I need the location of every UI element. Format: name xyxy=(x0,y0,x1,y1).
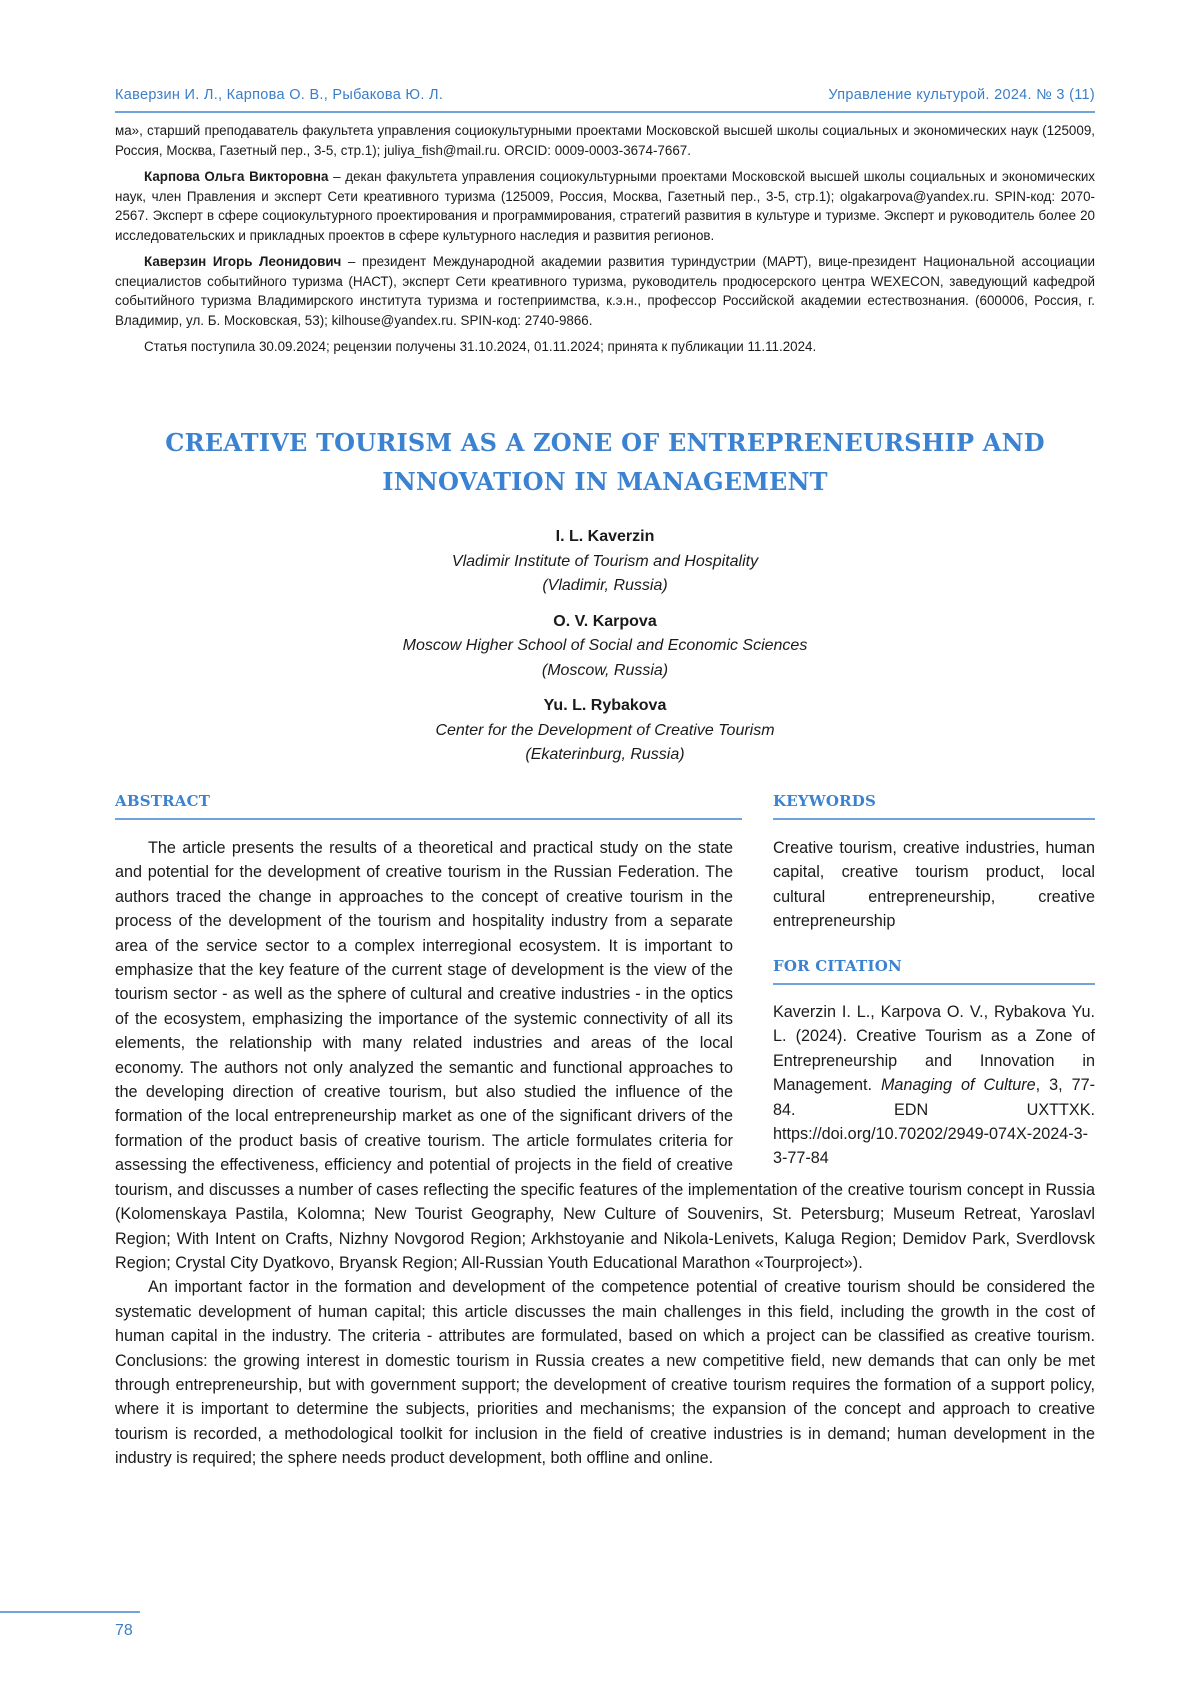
bio-name-kaverzin: Каверзин Игорь Леонидович xyxy=(144,254,342,269)
author-entry xyxy=(115,694,1095,768)
author-affiliation: Moscow Higher School of Social and Economic Sciences xyxy=(402,637,808,654)
abstract-heading: ABSTRACT xyxy=(115,792,211,810)
author-entry xyxy=(115,610,1095,684)
bio-text-kaverzin: – президент Международной академии развития туриндустрии (МАРТ), вице-президент Национальной ассоциации специалистов событийного туризма (НАСТ), эксперт Сети креативного туризма, руководитель продюсерского центра WEXECON, заведующий кафедрой событийного туризма Владимирского института туризма и гостеприимства, к.э.н., профессор Российской академии естествознания. (600006, Россия, г. Владимир, ул. Б. Московская, 53); kilhouse@yandex.ru. SPIN-код: 2740-9866. xyxy=(115,254,1095,328)
keywords-heading-rule xyxy=(773,818,1095,820)
bio-paragraph-kaverzin xyxy=(115,252,1095,330)
header-divider xyxy=(115,111,1095,113)
title-line-1: CREATIVE TOURISM AS A ZONE OF ENTREPRENEURSHIP AND xyxy=(165,428,1045,457)
citation-details: , 3, 77-84. EDN UXTTXK. https://doi.org/10.70202/2949-074X-2024-3-3-77-84 xyxy=(773,1076,1095,1168)
author-name: I. L. Kaverzin xyxy=(555,528,655,545)
citation-heading: FOR CITATION xyxy=(773,957,902,975)
keywords-heading: KEYWORDS xyxy=(773,792,876,810)
author-name: O. V. Karpova xyxy=(553,612,657,630)
author-entry xyxy=(115,525,1095,599)
bio-name-karpova: Карпова Ольга Викторовна xyxy=(144,169,329,184)
article-title xyxy=(115,423,1095,501)
title-line-2: INNOVATION IN MANAGEMENT xyxy=(382,467,828,496)
running-header xyxy=(115,84,1095,106)
citation-journal: Managing of Culture xyxy=(880,1076,1036,1095)
bio-text-karpova: – декан факультета управления социокультурными проектами Московской высшей школы социальных и экономических наук, член Правления и эксперт Сети креативного туризма (125009, Россия, Москва, Газетный пер., 3-5, стр.1); olgakarpova@yandex.ru. SPIN-код: 2070-2567. Эксперт в сфере социокультурного проектирования и программирования, стратегий развития в культуре и туризме. Эксперт и руководитель более 20 исследовательских и прикладных проектов в сфере культурного наследия и развития регионов. xyxy=(115,169,1096,243)
citation-heading-rule xyxy=(773,983,1095,985)
header-authors: Каверзин И. Л., Карпова О. В., Рыбакова Ю. Л. xyxy=(115,87,444,103)
abstract-heading-rule xyxy=(115,818,742,820)
bio-paragraph-karpova xyxy=(115,167,1095,245)
author-list xyxy=(115,525,1095,779)
author-location: (Ekaterinburg, Russia) xyxy=(525,746,685,763)
author-location: (Moscow, Russia) xyxy=(541,661,669,679)
bio-paragraph-rybakova: ма», старший преподаватель факультета управления социокультурными проектами Московской высшей школы социальных и экономических наук (125009, Россия, Москва, Газетный пер., 3-5, стр.1); juliya_fish@mail.ru. ORCID: 0009-0003-3674-7667. xyxy=(115,123,1095,158)
author-name: Yu. L. Rybakova xyxy=(543,697,667,714)
author-bios xyxy=(115,121,1095,364)
page-number: 78 xyxy=(115,1622,133,1639)
keywords-list: Creative tourism, creative industries, human capital, creative tourism product, local cultural entrepreneurship, creative entrepreneurship xyxy=(773,839,1095,931)
author-affiliation: Vladimir Institute of Tourism and Hospitality xyxy=(451,552,759,570)
header-journal: Управление культурой. 2024. № 3 (11) xyxy=(828,87,1095,103)
abstract-paragraph-2: An important factor in the formation and development of the competence potential of creative tourism should be considered the systematic development of human capital; this article discusses the main challenges in this field, including the growth in the cost of human capital in the industry. The criteria - attributes are formulated, based on which a project can be classified as creative tourism. Conclusions: the growing interest in domestic tourism in Russia creates a new competitive field, new demands that can only be met through entrepreneurship, but with government support; the development of creative tourism requires the formation of a support policy, where it is important to determine the subjects, priorities and mechanisms; the expansion of the concept and approach to creative tourism is recorded, a methodological toolkit for inclusion in the field of creative industries is in demand; human development in the industry is required; the sphere needs product development, both offline and online. xyxy=(115,1278,1095,1468)
citation-text xyxy=(773,1000,1095,1171)
submission-dates: Статья поступила 30.09.2024; рецензии получены 31.10.2024, 01.11.2024; принята к публикации 11.11.2024. xyxy=(144,339,817,354)
abstract-paragraph-1: The article presents the results of a theoretical and practical study on the state and potential for the development of creative tourism in the Russian Federation. The authors traced the change in approaches to the concept of creative tourism in the process of the development of the tourism and hospitality industry from a separate area of the service sector to a complex interregional ecosystem. It is important to emphasize that the key feature of the current stage of development is the view of the tourism sector - as well as the sphere of cultural and creative industries - in the optics of the ecosystem, emphasizing the importance of the systemic connectivity of all its elements, the relationship with many related industries and areas of the local economy. The authors not only analyzed the semantic and functional approaches to the developing direction of creative tourism, but also studied the influence of the formation of the local entrepreneurship market as one of the significant drivers of the formation of the product basis of creative tourism. The article formulates criteria for assessing the effectiveness, efficiency and potential of projects in the field of creative tourism, and discusses a number of cases reflecting the specific features of the implementation of the creative tourism concept in Russia (Kolomenskaya Pastila, Kolomna; New Tourist Geography, New Culture of Souvenirs, St. Petersburg; Museum Retreat, Yaroslavl Region; With Intent on Crafts, Nizhny Novgorod Region; Arkhstoyanie and Nikola-Lenivets, Kaluga Region; Demidov Park, Sverdlovsk Region; Crystal City Dyatkovo, Bryansk Region; All-Russian Youth Educational Marathon «Tourproject»). xyxy=(115,839,1095,1272)
citation-authors-title: Kaverzin I. L., Karpova O. V., Rybakova Yu. L. (2024). Creative Tourism as a Zone of Entrepreneurship and Innovation in Management. xyxy=(773,1003,1095,1095)
author-affiliation: Center for the Development of Creative Tourism xyxy=(435,721,775,739)
footer-divider xyxy=(0,1611,140,1613)
author-location: (Vladimir, Russia) xyxy=(542,577,668,594)
